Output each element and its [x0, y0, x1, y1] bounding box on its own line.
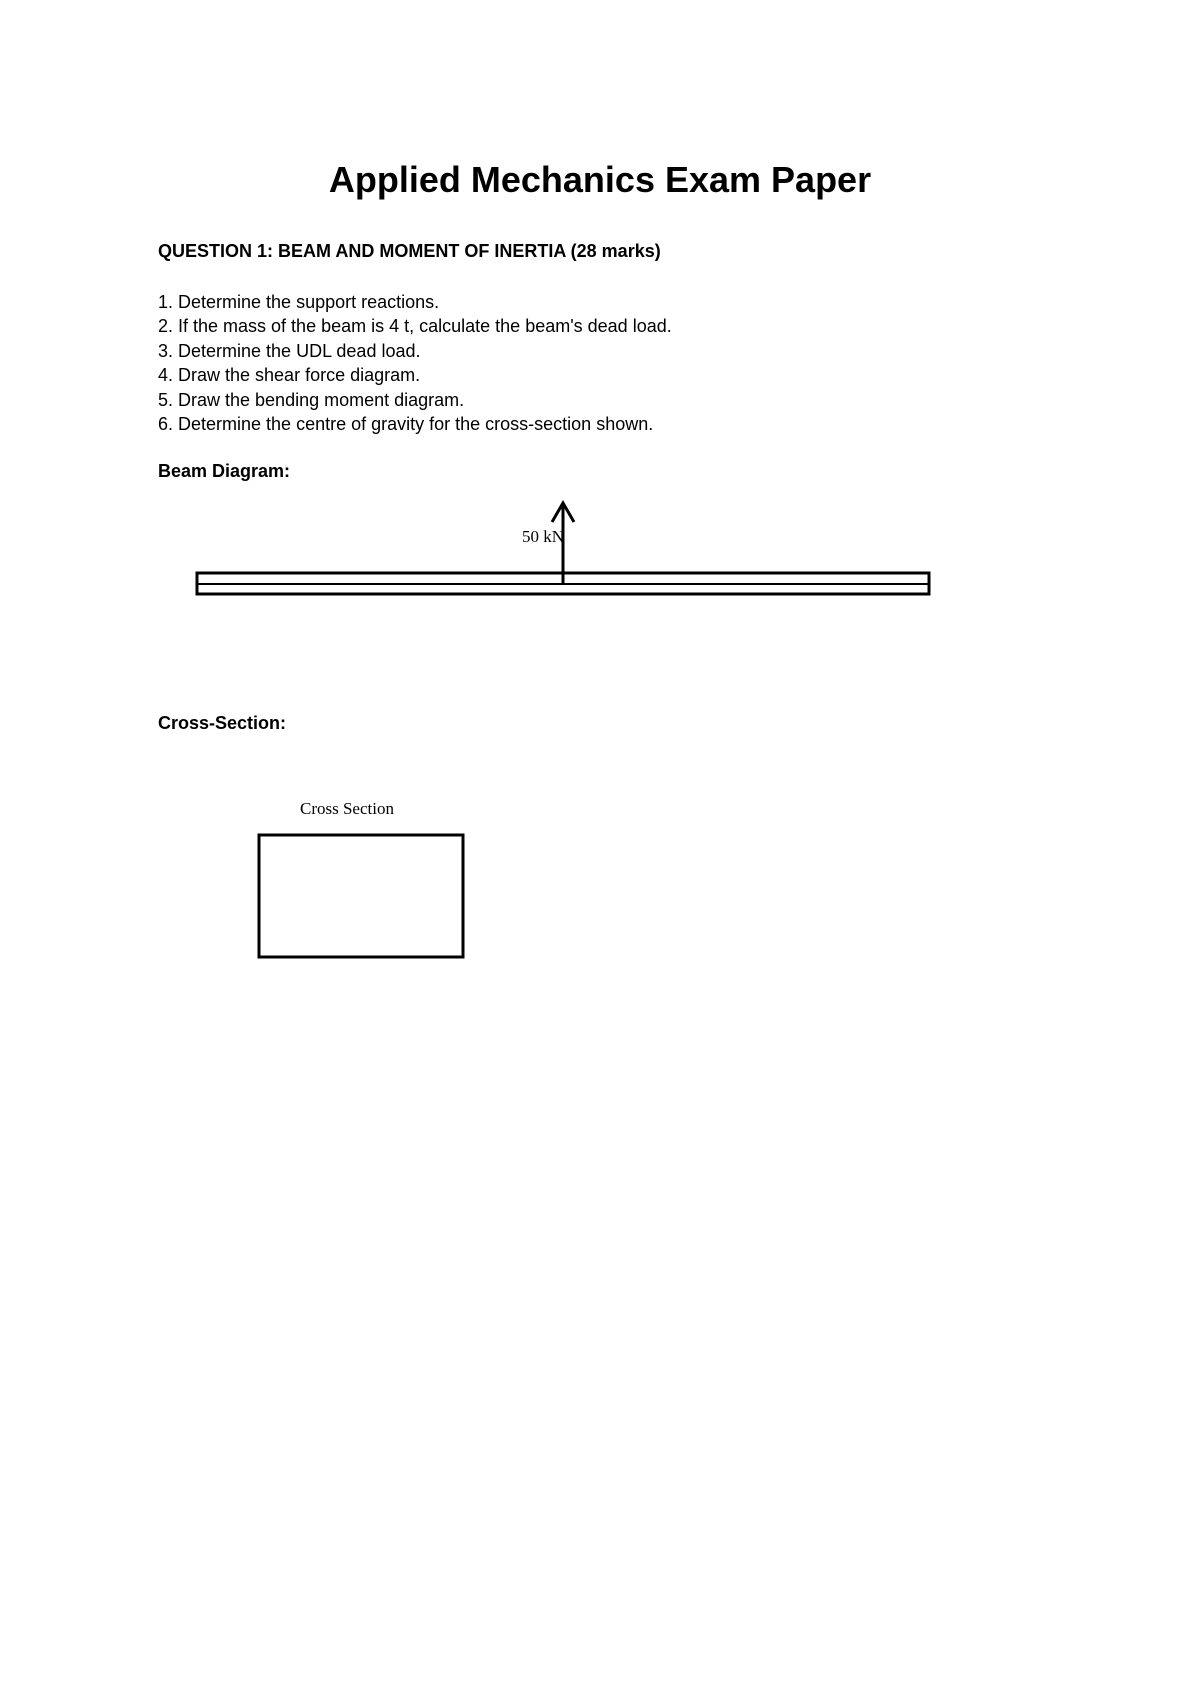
- task-item: 5. Draw the bending moment diagram.: [158, 389, 465, 410]
- question-heading: QUESTION 1: BEAM AND MOMENT OF INERTIA (28 marks): [158, 241, 661, 261]
- task-item: 2. If the mass of the beam is 4 t, calculate the beam's dead load.: [158, 316, 672, 337]
- page-title: Applied Mechanics Exam Paper: [328, 159, 872, 200]
- cross-section-label: Cross-Section:: [158, 713, 287, 733]
- task-item: 3. Determine the UDL dead load.: [158, 340, 421, 361]
- task-item: 1. Determine the support reactions.: [158, 292, 440, 312]
- cross-section-caption: Cross Section: [300, 799, 394, 818]
- task-item: 4. Draw the shear force diagram.: [158, 365, 421, 386]
- cross-section-shape: [259, 835, 463, 957]
- load-label: 50 kN: [522, 527, 565, 546]
- task-item: 6. Determine the centre of gravity for the cross-section shown.: [158, 414, 654, 435]
- beam-diagram-label: Beam Diagram:: [158, 461, 291, 481]
